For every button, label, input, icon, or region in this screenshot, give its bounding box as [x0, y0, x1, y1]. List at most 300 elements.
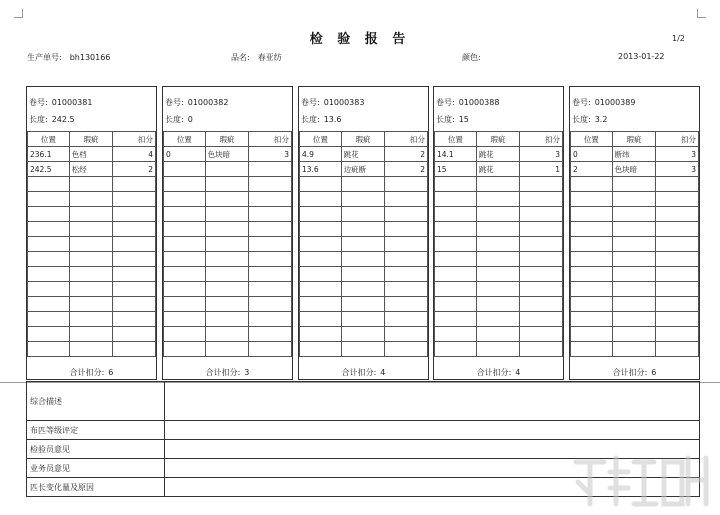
defect-type-cell[interactable] — [69, 237, 113, 252]
defect-row — [28, 297, 156, 312]
defect-position-cell[interactable] — [571, 282, 613, 297]
defect-position-cell[interactable]: 13.6 — [300, 162, 342, 177]
defect-deduct-cell[interactable] — [385, 342, 428, 357]
defect-row — [28, 252, 156, 267]
defect-type-cell[interactable] — [69, 177, 113, 192]
defect-row — [300, 192, 428, 207]
defect-deduct-cell[interactable] — [249, 192, 292, 207]
defect-position-cell[interactable] — [300, 342, 342, 357]
defect-type-cell[interactable] — [341, 177, 385, 192]
defect-type-cell[interactable] — [341, 252, 385, 267]
defect-row — [571, 327, 699, 342]
defect-deduct-cell[interactable] — [520, 342, 563, 357]
defect-header-row — [571, 132, 699, 147]
defect-deduct-cell[interactable] — [113, 252, 156, 267]
defect-position-cell[interactable] — [435, 327, 477, 342]
defect-deduct-cell[interactable] — [656, 222, 699, 237]
defect-type-cell[interactable] — [69, 192, 113, 207]
defect-deduct-cell[interactable] — [520, 222, 563, 237]
roll-length — [572, 114, 607, 125]
defect-deduct-cell[interactable] — [520, 267, 563, 282]
defect-row — [28, 192, 156, 207]
defect-row — [435, 177, 563, 192]
defect-type-cell[interactable] — [476, 177, 520, 192]
defect-position-cell[interactable]: 0 — [571, 147, 613, 162]
defect-type-cell[interactable] — [341, 282, 385, 297]
evaluation-label: 综合描述 — [27, 382, 165, 421]
defect-type-cell[interactable] — [476, 282, 520, 297]
defect-type-cell[interactable]: 松经 — [69, 162, 113, 177]
defect-row — [435, 327, 563, 342]
roll-card — [433, 86, 564, 380]
column-header: 扣分 — [113, 132, 156, 147]
defect-type-cell[interactable] — [476, 297, 520, 312]
defect-type-cell[interactable] — [476, 327, 520, 342]
column-header: 位置 — [164, 132, 206, 147]
defect-type-cell[interactable] — [612, 267, 656, 282]
defect-deduct-cell[interactable] — [249, 327, 292, 342]
defect-type-cell[interactable]: 色档 — [69, 147, 113, 162]
defect-type-cell[interactable] — [341, 342, 385, 357]
defect-deduct-cell[interactable] — [249, 282, 292, 297]
roll-number — [436, 97, 499, 108]
defect-type-cell[interactable] — [612, 177, 656, 192]
defect-deduct-cell[interactable] — [385, 177, 428, 192]
defect-position-cell[interactable] — [300, 207, 342, 222]
defect-deduct-cell[interactable] — [249, 312, 292, 327]
defect-deduct-cell[interactable] — [656, 342, 699, 357]
defect-deduct-cell[interactable] — [249, 252, 292, 267]
defect-position-cell[interactable] — [164, 162, 206, 177]
defect-row — [28, 207, 156, 222]
defect-type-cell[interactable] — [612, 207, 656, 222]
defect-type-cell[interactable] — [612, 312, 656, 327]
defect-position-cell[interactable] — [571, 267, 613, 282]
column-header: 扣分 — [520, 132, 563, 147]
defect-row — [571, 222, 699, 237]
defect-deduct-cell[interactable] — [520, 327, 563, 342]
defect-position-cell[interactable] — [435, 282, 477, 297]
defect-deduct-cell[interactable] — [113, 207, 156, 222]
defect-position-cell[interactable] — [571, 192, 613, 207]
roll-card — [162, 86, 293, 380]
defect-position-cell[interactable] — [164, 207, 206, 222]
defect-type-cell[interactable]: 色块暗 — [205, 147, 249, 162]
defect-position-cell[interactable] — [435, 312, 477, 327]
defect-deduct-cell[interactable] — [385, 207, 428, 222]
defect-deduct-cell[interactable] — [113, 222, 156, 237]
defect-deduct-cell[interactable] — [113, 282, 156, 297]
defect-row — [435, 267, 563, 282]
defect-type-cell[interactable] — [612, 342, 656, 357]
evaluation-field[interactable] — [165, 382, 700, 421]
roll-length-value: 13.6 — [323, 115, 342, 124]
defect-position-cell[interactable] — [300, 267, 342, 282]
defect-deduct-cell[interactable] — [249, 267, 292, 282]
defect-row — [164, 237, 292, 252]
defect-row — [28, 147, 156, 162]
defect-deduct-cell[interactable] — [385, 282, 428, 297]
defect-position-cell[interactable] — [28, 207, 70, 222]
defect-type-cell[interactable] — [205, 282, 249, 297]
defect-type-cell[interactable] — [205, 312, 249, 327]
defect-table — [27, 131, 156, 357]
defect-position-cell[interactable] — [571, 252, 613, 267]
defect-type-cell[interactable] — [612, 192, 656, 207]
defect-position-cell[interactable] — [571, 222, 613, 237]
defect-position-cell[interactable] — [28, 192, 70, 207]
defect-type-cell[interactable]: 跳花 — [476, 147, 520, 162]
defect-position-cell[interactable]: 15 — [435, 162, 477, 177]
defect-position-cell[interactable] — [435, 207, 477, 222]
defect-position-cell[interactable] — [300, 252, 342, 267]
defect-type-cell[interactable] — [476, 267, 520, 282]
column-header: 瑕疵 — [612, 132, 656, 147]
defect-position-cell[interactable] — [28, 327, 70, 342]
defect-type-cell[interactable] — [69, 342, 113, 357]
defect-position-cell[interactable] — [300, 177, 342, 192]
defect-deduct-cell[interactable] — [520, 177, 563, 192]
defect-row — [28, 312, 156, 327]
defect-type-cell[interactable] — [476, 237, 520, 252]
defect-position-cell[interactable] — [435, 177, 477, 192]
defect-row — [435, 252, 563, 267]
defect-row — [28, 342, 156, 357]
defect-type-cell[interactable] — [341, 312, 385, 327]
defect-type-cell[interactable]: 色块暗 — [612, 162, 656, 177]
defect-header-row — [435, 132, 563, 147]
defect-position-cell[interactable] — [300, 297, 342, 312]
defect-position-cell[interactable]: 2 — [571, 162, 613, 177]
defect-type-cell[interactable] — [341, 222, 385, 237]
defect-position-cell[interactable] — [164, 267, 206, 282]
roll-length-value: 242.5 — [51, 115, 75, 124]
defect-type-cell[interactable] — [341, 192, 385, 207]
defect-deduct-cell[interactable] — [656, 207, 699, 222]
defect-deduct-cell[interactable] — [249, 177, 292, 192]
defect-type-cell[interactable] — [612, 237, 656, 252]
defect-type-cell[interactable] — [69, 282, 113, 297]
defect-deduct-cell[interactable]: 4 — [113, 147, 156, 162]
defect-type-cell[interactable] — [476, 342, 520, 357]
defect-position-cell[interactable] — [28, 312, 70, 327]
defect-deduct-cell[interactable] — [385, 312, 428, 327]
defect-deduct-cell[interactable] — [520, 237, 563, 252]
defect-position-cell[interactable] — [300, 222, 342, 237]
defect-deduct-cell[interactable] — [249, 222, 292, 237]
roll-length-value: 0 — [187, 115, 193, 124]
defect-deduct-cell[interactable] — [113, 312, 156, 327]
defect-position-cell[interactable] — [571, 312, 613, 327]
defect-position-cell[interactable] — [164, 237, 206, 252]
defect-type-cell[interactable] — [69, 252, 113, 267]
defect-type-cell[interactable] — [205, 177, 249, 192]
defect-row — [571, 237, 699, 252]
total-deduct — [434, 367, 563, 378]
column-header: 位置 — [435, 132, 477, 147]
defect-deduct-cell[interactable] — [113, 237, 156, 252]
total-deduct-label: 合计扣分: — [205, 368, 241, 377]
defect-deduct-cell[interactable] — [249, 237, 292, 252]
defect-row — [435, 162, 563, 177]
evaluation-row — [27, 382, 700, 421]
defect-type-cell[interactable] — [341, 237, 385, 252]
defect-position-cell[interactable] — [164, 312, 206, 327]
defect-position-cell[interactable] — [300, 312, 342, 327]
total-deduct-label: 合计扣分: — [69, 368, 105, 377]
defect-position-cell[interactable]: 0 — [164, 147, 206, 162]
roll-length-value: 15 — [458, 115, 469, 124]
defect-deduct-cell[interactable] — [520, 312, 563, 327]
defect-table — [163, 131, 292, 357]
defect-deduct-cell[interactable]: 3 — [656, 162, 699, 177]
defect-deduct-cell[interactable]: 2 — [385, 147, 428, 162]
defect-position-cell[interactable] — [28, 282, 70, 297]
defect-type-cell[interactable] — [341, 327, 385, 342]
defect-type-cell[interactable] — [341, 297, 385, 312]
defect-type-cell[interactable]: 跳花 — [341, 147, 385, 162]
roll-length-label: 长度: — [572, 115, 591, 124]
defect-position-cell[interactable] — [164, 327, 206, 342]
defect-row — [28, 267, 156, 282]
product-label: 品名: — [231, 53, 250, 62]
defect-deduct-cell[interactable] — [385, 267, 428, 282]
defect-position-cell[interactable]: 242.5 — [28, 162, 70, 177]
column-header: 瑕疵 — [205, 132, 249, 147]
defect-deduct-cell[interactable] — [113, 177, 156, 192]
defect-row — [435, 147, 563, 162]
defect-deduct-cell[interactable] — [656, 312, 699, 327]
roll-length-value: 3.2 — [594, 115, 608, 124]
defect-row — [571, 192, 699, 207]
defect-position-cell[interactable]: 236.1 — [28, 147, 70, 162]
defect-deduct-cell[interactable] — [385, 327, 428, 342]
defect-deduct-cell[interactable]: 3 — [249, 147, 292, 162]
defect-type-cell[interactable] — [476, 192, 520, 207]
defect-position-cell[interactable] — [164, 192, 206, 207]
defect-row — [300, 207, 428, 222]
defect-type-cell[interactable] — [205, 267, 249, 282]
defect-deduct-cell[interactable] — [113, 327, 156, 342]
defect-position-cell[interactable] — [28, 222, 70, 237]
defect-position-cell[interactable] — [164, 282, 206, 297]
defect-row — [164, 282, 292, 297]
defect-type-cell[interactable] — [69, 207, 113, 222]
page-corner-mark — [14, 9, 23, 18]
defect-deduct-cell[interactable] — [113, 342, 156, 357]
defect-row — [571, 282, 699, 297]
defect-type-cell[interactable] — [205, 342, 249, 357]
defect-deduct-cell[interactable] — [656, 237, 699, 252]
defect-row — [300, 282, 428, 297]
color-label: 颜色: — [462, 53, 481, 62]
defect-type-cell[interactable] — [341, 267, 385, 282]
total-deduct — [27, 367, 156, 378]
evaluation-label: 检验员意见 — [27, 440, 165, 459]
defect-type-cell[interactable] — [205, 162, 249, 177]
defect-deduct-cell[interactable] — [385, 237, 428, 252]
defect-deduct-cell[interactable] — [249, 297, 292, 312]
defect-position-cell[interactable] — [571, 327, 613, 342]
total-deduct-label: 合计扣分: — [476, 368, 512, 377]
defect-type-cell[interactable]: 边疵断 — [341, 162, 385, 177]
defect-position-cell[interactable] — [571, 297, 613, 312]
defect-deduct-cell[interactable] — [385, 252, 428, 267]
defect-position-cell[interactable] — [164, 252, 206, 267]
defect-position-cell[interactable] — [164, 297, 206, 312]
roll-number-value: 01000388 — [458, 98, 500, 107]
defect-position-cell[interactable] — [28, 342, 70, 357]
defect-type-cell[interactable]: 跳花 — [476, 162, 520, 177]
defect-position-cell[interactable] — [435, 222, 477, 237]
defect-position-cell[interactable] — [435, 297, 477, 312]
defect-position-cell[interactable] — [571, 342, 613, 357]
defect-position-cell[interactable] — [300, 327, 342, 342]
defect-position-cell[interactable] — [28, 252, 70, 267]
defect-deduct-cell[interactable]: 3 — [520, 147, 563, 162]
defect-deduct-cell[interactable]: 2 — [113, 162, 156, 177]
defect-type-cell[interactable] — [205, 327, 249, 342]
defect-type-cell[interactable] — [341, 207, 385, 222]
defect-position-cell[interactable] — [164, 342, 206, 357]
roll-length — [301, 114, 342, 125]
defect-position-cell[interactable] — [571, 237, 613, 252]
defect-position-cell[interactable] — [435, 192, 477, 207]
defect-position-cell[interactable] — [571, 207, 613, 222]
defect-deduct-cell[interactable] — [113, 297, 156, 312]
defect-deduct-cell[interactable] — [520, 207, 563, 222]
defect-type-cell[interactable] — [69, 222, 113, 237]
defect-row — [28, 177, 156, 192]
defect-deduct-cell[interactable] — [656, 252, 699, 267]
defect-deduct-cell[interactable] — [656, 267, 699, 282]
defect-deduct-cell[interactable] — [385, 222, 428, 237]
defect-row — [164, 342, 292, 357]
defect-type-cell[interactable] — [205, 222, 249, 237]
defect-position-cell[interactable] — [300, 192, 342, 207]
defect-deduct-cell[interactable] — [656, 297, 699, 312]
defect-type-cell[interactable] — [69, 312, 113, 327]
defect-deduct-cell[interactable] — [520, 282, 563, 297]
defect-type-cell[interactable] — [476, 252, 520, 267]
defect-row — [164, 222, 292, 237]
defect-type-cell[interactable]: 断纬 — [612, 147, 656, 162]
defect-row — [300, 342, 428, 357]
defect-deduct-cell[interactable]: 1 — [520, 162, 563, 177]
defect-position-cell[interactable] — [435, 252, 477, 267]
defect-type-cell[interactable] — [69, 297, 113, 312]
defect-position-cell[interactable] — [300, 237, 342, 252]
defect-row — [300, 147, 428, 162]
defect-type-cell[interactable] — [205, 207, 249, 222]
evaluation-field[interactable] — [165, 421, 700, 440]
defect-deduct-cell[interactable] — [385, 192, 428, 207]
defect-type-cell[interactable] — [205, 237, 249, 252]
defect-type-cell[interactable] — [69, 327, 113, 342]
roll-card — [298, 86, 429, 380]
defect-deduct-cell[interactable] — [249, 162, 292, 177]
defect-type-cell[interactable] — [476, 312, 520, 327]
defect-position-cell[interactable] — [300, 282, 342, 297]
defect-row — [164, 267, 292, 282]
evaluation-row — [27, 421, 700, 440]
order-label: 生产单号: — [27, 53, 62, 62]
defect-position-cell[interactable] — [435, 237, 477, 252]
defect-row — [300, 312, 428, 327]
defect-deduct-cell[interactable] — [249, 207, 292, 222]
roll-length — [436, 114, 469, 125]
report-title: 检 验 报 告 — [309, 32, 411, 47]
defect-position-cell[interactable]: 14.1 — [435, 147, 477, 162]
defect-type-cell[interactable] — [612, 222, 656, 237]
defect-position-cell[interactable] — [571, 177, 613, 192]
defect-type-cell[interactable] — [612, 327, 656, 342]
roll-number-value: 01000381 — [51, 98, 93, 107]
defect-deduct-cell[interactable]: 2 — [385, 162, 428, 177]
defect-position-cell[interactable] — [28, 267, 70, 282]
defect-type-cell[interactable] — [476, 222, 520, 237]
defect-type-cell[interactable] — [205, 252, 249, 267]
defect-row — [300, 177, 428, 192]
defect-type-cell[interactable] — [205, 297, 249, 312]
roll-number-label: 卷号: — [301, 98, 320, 107]
defect-header-row — [28, 132, 156, 147]
defect-type-cell[interactable] — [612, 252, 656, 267]
defect-type-cell[interactable] — [476, 207, 520, 222]
defect-position-cell[interactable] — [164, 222, 206, 237]
roll-number-label: 卷号: — [572, 98, 591, 107]
roll-number-label: 卷号: — [29, 98, 48, 107]
defect-row — [164, 147, 292, 162]
defect-position-cell[interactable] — [435, 267, 477, 282]
defect-deduct-cell[interactable] — [656, 192, 699, 207]
total-deduct-value: 6 — [651, 368, 657, 377]
defect-deduct-cell[interactable] — [520, 192, 563, 207]
column-header: 扣分 — [656, 132, 699, 147]
defect-deduct-cell[interactable] — [656, 282, 699, 297]
defect-deduct-cell[interactable] — [249, 342, 292, 357]
defect-position-cell[interactable] — [164, 177, 206, 192]
total-deduct-value: 3 — [244, 368, 250, 377]
evaluation-label: 布匹等级评定 — [27, 421, 165, 440]
defect-deduct-cell[interactable] — [656, 177, 699, 192]
defect-row — [300, 162, 428, 177]
defect-deduct-cell[interactable] — [113, 192, 156, 207]
defect-row — [28, 162, 156, 177]
defect-row — [435, 237, 563, 252]
defect-deduct-cell[interactable]: 3 — [656, 147, 699, 162]
roll-number-label: 卷号: — [436, 98, 455, 107]
defect-position-cell[interactable]: 4.9 — [300, 147, 342, 162]
defect-deduct-cell[interactable] — [385, 297, 428, 312]
defect-type-cell[interactable] — [205, 192, 249, 207]
defect-type-cell[interactable] — [69, 267, 113, 282]
defect-deduct-cell[interactable] — [113, 267, 156, 282]
defect-position-cell[interactable] — [28, 297, 70, 312]
defect-position-cell[interactable] — [28, 177, 70, 192]
defect-deduct-cell[interactable] — [520, 297, 563, 312]
defect-deduct-cell[interactable] — [520, 252, 563, 267]
total-deduct — [163, 367, 292, 378]
defect-position-cell[interactable] — [28, 237, 70, 252]
defect-type-cell[interactable] — [612, 297, 656, 312]
defect-type-cell[interactable] — [612, 282, 656, 297]
defect-position-cell[interactable] — [435, 342, 477, 357]
roll-length — [29, 114, 75, 125]
defect-row — [28, 237, 156, 252]
defect-row — [300, 297, 428, 312]
defect-deduct-cell[interactable] — [656, 327, 699, 342]
